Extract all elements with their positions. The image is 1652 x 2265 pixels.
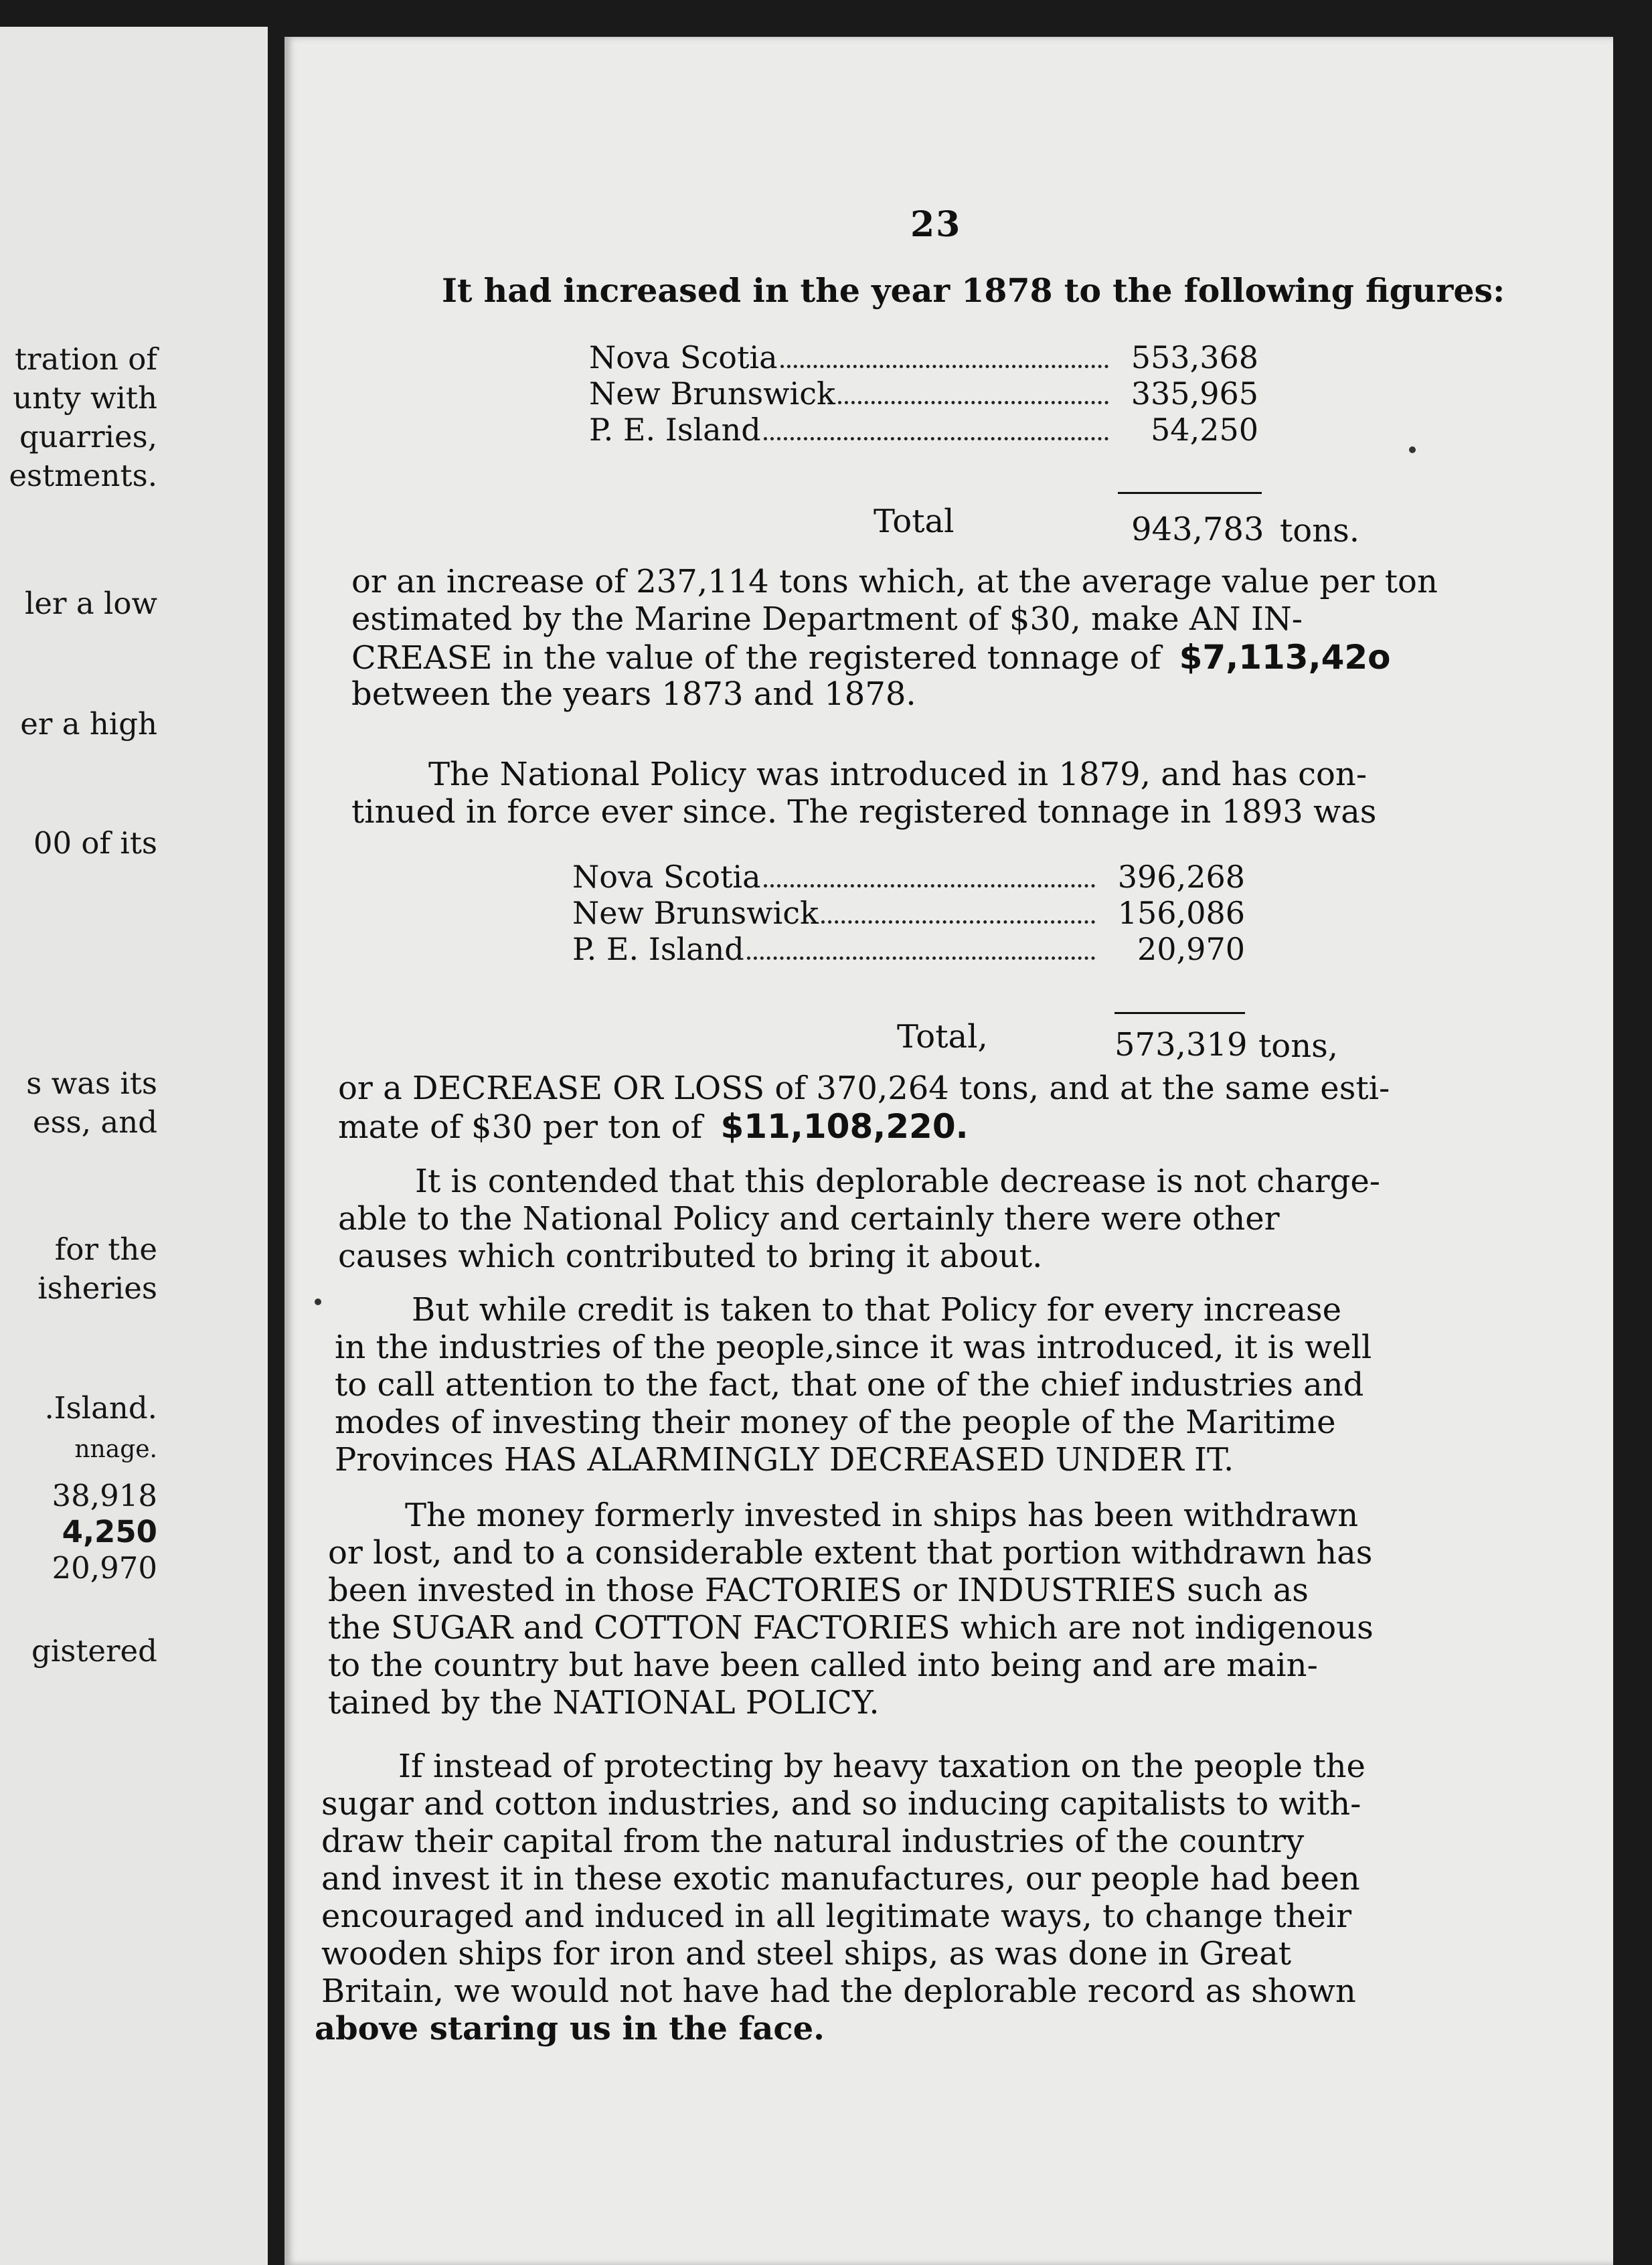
left-fragment: 20,970	[52, 1550, 157, 1586]
table-row	[589, 339, 1258, 375]
table-row	[589, 375, 1258, 412]
left-fragment: 4,250	[62, 1514, 157, 1549]
intro-line: It had increased in the year 1878 to the following figures:	[442, 271, 1505, 310]
paragraph-line: or a DECREASE OR LOSS of 370,264 tons, and at the same esti-	[338, 1070, 1390, 1107]
table-row	[572, 895, 1245, 931]
ink-speck	[1409, 446, 1416, 453]
left-facing-page	[0, 27, 268, 2265]
paragraph-line: wooden ships for iron and steel ships, as was done in Great	[321, 1935, 1291, 1973]
left-fragment: quarries,	[19, 419, 157, 454]
paragraph-line: tained by the NATIONAL POLICY.	[328, 1684, 880, 1722]
paragraph-text: CREASE in the value of the registered tonnage of	[351, 639, 1161, 677]
dot-leader	[764, 437, 1108, 440]
paragraph-line: Provinces HAS ALARMINGLY DECREASED UNDER IT.	[335, 1441, 1234, 1479]
province-name: P. E. Island	[572, 931, 744, 967]
total-unit: tons,	[1258, 1027, 1338, 1065]
paragraph-line: draw their capital from the natural industries of the country	[321, 1823, 1305, 1860]
tonnage-value: 553,368	[1131, 339, 1258, 375]
paragraph-line: to the country but have been called into being and are main-	[328, 1647, 1318, 1684]
paragraph-line: But while credit is taken to that Policy for every increase	[412, 1291, 1342, 1329]
paragraph-line	[351, 638, 1391, 677]
dot-leader	[838, 401, 1108, 404]
paragraph-line: in the industries of the people,since it was introduced, it is well	[335, 1329, 1372, 1366]
paragraph-line: It is contended that this deplorable decrease is not charge-	[415, 1163, 1380, 1200]
left-fragment: gistered	[31, 1633, 157, 1669]
total-label: Total,	[897, 1018, 988, 1056]
left-fragment: unty with	[13, 380, 157, 416]
dot-leader	[821, 920, 1095, 924]
left-fragment: 38,918	[52, 1478, 157, 1513]
paragraph-line: sugar and cotton industries, and so inducing capitalists to with-	[321, 1785, 1361, 1823]
tonnage-value: 335,965	[1131, 375, 1258, 412]
left-fragment: nnage.	[74, 1436, 157, 1463]
paragraph-line: The National Policy was introduced in 1879, and has con-	[428, 756, 1368, 793]
left-fragment: er a high	[20, 706, 157, 742]
province-name: P. E. Island	[589, 412, 761, 448]
paragraph-line: causes which contributed to bring it about.	[338, 1238, 1043, 1275]
paragraph-line: encouraged and induced in all legitimate ways, to change their	[321, 1898, 1352, 1935]
tonnage-value: 20,970	[1137, 931, 1245, 967]
paragraph-line: been invested in those FACTORIES or INDUSTRIES such as	[328, 1572, 1309, 1609]
left-fragment: ess, and	[32, 1104, 157, 1140]
tonnage-value: 54,250	[1151, 412, 1258, 448]
left-fragment: 00 of its	[33, 825, 157, 861]
paragraph-line: between the years 1873 and 1878.	[351, 675, 916, 713]
table-row	[572, 859, 1245, 895]
tonnage-table-1878	[589, 339, 1258, 448]
dot-leader	[764, 884, 1095, 888]
loss-amount: $11,108,220.	[720, 1107, 969, 1146]
paragraph-line: estimated by the Marine Department of $30, make AN IN-	[351, 600, 1303, 638]
total-rule	[1118, 492, 1262, 494]
province-name: Nova Scotia	[589, 339, 778, 375]
dot-leader	[747, 956, 1095, 960]
ink-speck	[315, 1298, 321, 1305]
page-number: 23	[910, 204, 962, 245]
paragraph-line: or an increase of 237,114 tons which, at the average value per ton	[351, 563, 1438, 600]
increase-amount: $7,113,42o	[1179, 638, 1391, 677]
paragraph-line: the SUGAR and COTTON FACTORIES which are not indigenous	[328, 1609, 1374, 1647]
left-fragment: for the	[54, 1232, 157, 1267]
paragraph-line: or lost, and to a considerable extent that portion withdrawn has	[328, 1534, 1373, 1572]
paragraph-line: Britain, we would not have had the deplorable record as shown	[321, 1973, 1356, 2010]
main-page	[284, 37, 1613, 2265]
tonnage-table-1893	[572, 859, 1245, 967]
total-value: 573,319	[1114, 1026, 1248, 1064]
paragraph-line: tinued in force ever since. The registered tonnage in 1893 was	[351, 793, 1377, 831]
left-fragment: isheries	[37, 1270, 157, 1306]
paragraph-line: modes of investing their money of the people of the Maritime	[335, 1404, 1336, 1441]
paragraph-line: The money formerly invested in ships has been withdrawn	[405, 1497, 1359, 1534]
total-rule	[1114, 1012, 1245, 1014]
tonnage-value: 156,086	[1117, 895, 1245, 931]
province-name: New Brunswick	[589, 375, 835, 412]
table-row	[572, 931, 1245, 967]
left-fragment: estments.	[9, 458, 157, 493]
paragraph-line	[338, 1107, 969, 1146]
left-fragment: .Island.	[44, 1390, 157, 1426]
paragraph-line: If instead of protecting by heavy taxation on the people the	[398, 1748, 1366, 1785]
left-fragment: ler a low	[25, 586, 157, 621]
paragraph-line: above staring us in the face.	[315, 2010, 825, 2047]
table-row	[589, 412, 1258, 448]
province-name: Nova Scotia	[572, 859, 761, 895]
left-fragment: tration of	[14, 341, 157, 377]
tonnage-value: 396,268	[1117, 859, 1245, 895]
province-name: New Brunswick	[572, 895, 819, 931]
dot-leader	[780, 365, 1108, 368]
total-label: Total	[874, 503, 955, 540]
total-value: 943,783	[1131, 511, 1264, 548]
paragraph-line: to call attention to the fact, that one of the chief industries and	[335, 1366, 1364, 1404]
total-unit: tons.	[1280, 512, 1359, 550]
paragraph-text: mate of $30 per ton of	[338, 1108, 703, 1146]
left-fragment: s was its	[26, 1066, 157, 1101]
paragraph-line: able to the National Policy and certainly there were other	[338, 1200, 1280, 1238]
paragraph-line: and invest it in these exotic manufactures, our people had been	[321, 1860, 1360, 1898]
